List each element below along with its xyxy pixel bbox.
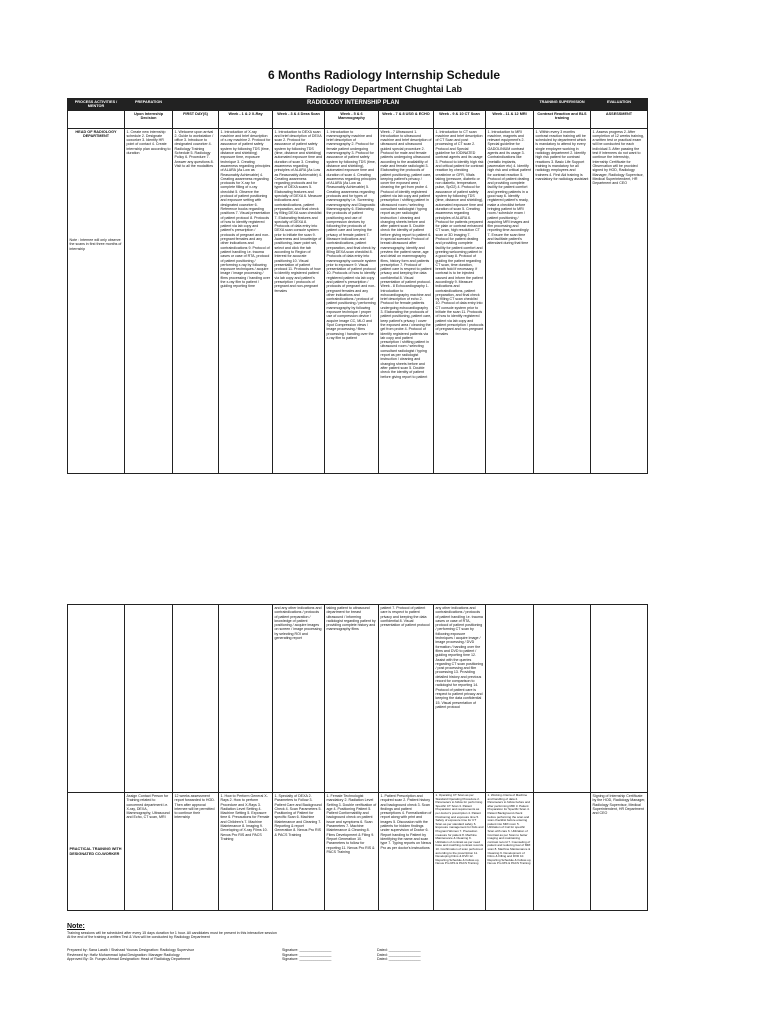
header-training: TRAINING SUPERVISION: [534, 99, 591, 111]
subheader-ct: Week - 9 & 10 CT Scan: [434, 110, 486, 128]
subheader-mri: Week - 11 & 12 MRI: [486, 110, 534, 128]
subheader-contract-bls: Contract Reaction and BLS training: [534, 110, 591, 128]
table-cell: 1. Introduction of X-ray machine and brief description of x-ray machine 2. Protocol for assurance of patient safety system by following TDS (time, distance and shielding) exposure time, exposure technique 3. Creating awareness regarding principles of ALARA (As Low as Reasonably Achievable) 4. Creating awareness regarding protocols for X-ray for complete filling of x-ray checklist 5. Observe the protocol of patient positioning and exposure setting with designated coworker 6. Reference books regarding positions 7. Visual presentation of patient protocol 8. Protocols of how to identify registered patient via lab copy and patient's prescription / protocols of pregnant and non-pregnant females and any other indications and contraindications 9. Protocol of patient handling i.e. trauma cases or case of RTA, protocol of patient positioning / performing x-ray by following exposure techniques / acquire image / image processing / films processing / handing over the x-ray film to patient / guiding reporting time: [219, 128, 273, 473]
header-preparation: PREPARATION: [125, 99, 173, 111]
page-subtitle: Radiology Department Chughtai Lab: [305, 84, 462, 94]
dated-field: Dated: ________________: [377, 957, 421, 961]
table-cell: and any other indications and contraindications / protocols of patient preparation / knowledge of patient positioning / acquire images on screen / image processing by selecting ROI and generating report: [273, 605, 325, 793]
subheader-xray: Week - 1 & 2 X-Ray: [219, 110, 273, 128]
table-cell: 1. Introduction to mammography machine and brief description of mammography 2. Protocol for female patient undergoing mammography 3. Protocol for assurance of patient safety system by following TDS (time, distance and shielding), automated exposure time and duration of scan 4. Creating awareness regarding principles of ALARA (As Low as Reasonably Achievable) 5. Creating awareness regarding protocols and for types of mammography i.e. Screening mammography and Diagnostic Mammography 6. Elaborating the protocols of patient positioning and use of compression devices by following the protocols of patient care and keeping the privacy of female patient 7. Measure indications and contraindications, patient preparation, and final check by filling DEXA scan checklist 8. Protocols of data entry into mammography console system prior to exposure 9. Visual presentation of patient protocol 10. Protocols of how to identify registered patient via lab copy and patient's prescription / protocols of pregnant and non-pregnant females and any other indications and contraindications / protocol of patient positioning / performing mammography by following exposure technique / proper use of compression device / acquire image CC, MLO and Spot Compression views / image processing / films processing / handing over the x-ray film to patient: [325, 128, 379, 473]
table-cell: any other indications and contraindications / protocols of patient handling i.e. trauma cases or case of RTA, protocol of patient positioning / performing CT scan by following exposure techniques / acquire image / image processing / DVD formation / handing over the films and DVD to patient / guiding reporting time 12. Assist with the queries regarding CT scan positioning / post processing and film processing 13. Providing detailed history and previous record for comparison to radiologist for reporting 14. Protocol of patient care is respect to patient privacy and keeping the data confidential 15. Visual presentation of patient protocol: [434, 605, 486, 793]
subheader-usg-echo: Week - 7 & 8 USG & ECHO: [379, 110, 434, 128]
signatory: Reviewed by: Hafiz Muhammad Iqbal Designation: Manager Radiology: [67, 952, 180, 957]
dated-field: Dated: ________________: [377, 952, 421, 957]
table-cell: 12 weeks assessment report forwarded to HOD. Then after approval internee will be permitted to continue their internship: [173, 793, 219, 911]
table-cell: [486, 605, 534, 793]
subheader-first-day: FIRST DAY(S): [173, 110, 219, 128]
signature-block: [67, 948, 707, 962]
schedule-table-top: [67, 98, 648, 474]
row-label: HEAD OF RADIOLOGY DEPARTMENT: [75, 129, 117, 138]
signature-field: Signature: ________________: [282, 952, 332, 957]
notes-heading: Note:: [67, 923, 85, 930]
notes-line: At the end of the training a written Test & Viva will be conducted by Radiology Department: [67, 935, 210, 940]
table-cell: Assign Contact Person for Training related to concerned department i.e. X-ray, DEXA, Mammography, Ultrasound and Echo, CT scan, MRI: [125, 793, 173, 911]
table-cell: 1. Female Technologist mandatory 2. Radiation Level Setting 3. Double verification of age 4. Positioning Patient 5. Patient Conformability and background check on patient issue and symptoms 6. Scan Parameters 7. Machine Maintenance & Cleaning 8. Films Development & Filing 9. Report Generation 10. Parameters to follow for reporting 11. Nexus Pro RIS & PACS Training: [325, 793, 379, 911]
subheader-empty: [68, 110, 125, 128]
table-cell: taking patient to ultrasound department for breast ultrasound / informing radiologist regarding patient by providing complete history and mammography films: [325, 605, 379, 793]
table-cell: 1. Introduction to DEXA scan and brief description of DEXA scan 2. Protocol for assurance of patient safety system by following TDS (time, distance and shielding) automated exposure time and duration of scan 3. Creating awareness regarding principles of ALARA (As Low as Reasonably Achievable) 4. Creating awareness regarding protocols and for types of DEXA scans 5. Elaborating features and specialty of DEXA 6. Measure indications and contraindications, patient preparation, and final check by filling DEXA scan checklist 7. Elaborating features and specialty of DEXA 8. Protocols of data entry into DEXA scan console system prior to initiate the scan 9. Awareness and knowledge of positioning, laser point set, select and click the tab according to Region of Interest for accurate positioning 10. Visual presentation of patient protocol 11. Protocols of how to identify registered patient via lab copy and patient's prescription / protocols of pregnant and non-pregnant females: [273, 128, 325, 473]
dated-field: Dated: ________________: [377, 948, 421, 952]
table-cell: [534, 605, 591, 793]
header-evaluation: EVALUATION: [591, 99, 648, 111]
row-label-practical-training: [68, 793, 125, 911]
subheader-upon-decision: Upon Internship Decision: [125, 110, 173, 128]
table-cell: 1. Specialty of DEXA 2. Parameters to Follow 3. Patient Care and Background Check 4. Scan Parameters 5. Positioning of Patient for specific Scan 6. Machine Maintenance and Cleaning 7. Reporting & report Generation 8. Nexus Pro RIS & PACS Training: [273, 793, 325, 911]
table-cell: Week - 7 Ultrasound 1. Introduction to ultrasound machine and brief description of ultrasound and ultrasound guided special procedure 2. Protocol for male and female patients undergoing ultrasound according to the availability of male and female radiologist 3. Elaborating the protocols of patient positioning, patient care, keeping patient's privacy / cover the exposed area / cleaning the gel from probe 4. Protocol of identify registered patient via lab copy and patient prescription / shifting patient in ultrasound room / selecting consultant radiologist / typing report as per radiologist instruction / cleaning and changing sheets before and after patient scan 5. Double check the identity of patient before giving report to patient 6. In special scenario Protocol of breast ultrasound after mammography, identify and preview the patient name, age and detail on mammography films, history form and patients prescription 7. Protocol of patient care is respect to patient privacy and keeping the data confidential 8. Visual presentation of patient protocol. Week - 8 Echocardiography 1. Introduction to echocardiography machine and brief description of echo 2. Protocol for female patients undergoing echocardiography 3. Elaborating the protocols of patient positioning, patient care, keep patient's privacy / cover the exposed area / cleaning the gel from probe 4. Protocol of identify registered patients via lab copy and patient prescription / shifting patient in ultrasound room / selecting consultant radiologist / typing report as per radiologist instruction / cleaning and changing sheets before and after patient scan 5. Double check the identity of patient before giving report to patient: [379, 128, 434, 473]
row-label: PRACTICAL TRAINING WITH DESIGNATED CO-WORKER: [69, 847, 122, 856]
table-cell: 1. Welcome upon arrival 2. Guide to workstation / office 3. Introduce to designated coworker 4. Radiology Training Schedule 5. Radiology Policy 6. Procedure 7. Answer any questions 8. Visit to all the modalities: [173, 128, 219, 473]
signature-row: [67, 957, 707, 962]
table-cell: [591, 605, 648, 793]
header-process-activities: PROCESS ACTIVITIES / MENTOR: [68, 99, 125, 111]
table-cell: [125, 605, 173, 793]
table-cell: [173, 605, 219, 793]
signatory: Approved By: Dr. Furqan Ahmad Designation: Head of Radiology Department: [67, 957, 191, 961]
schedule-table-bottom: [67, 604, 648, 911]
table-cell: patient 7. Protocol of patient care is respect to patient privacy and keeping the data confidential 8. Visual presentation of patient protocol: [379, 605, 434, 793]
table-cell: 1. Working criteria of Machine and handling of data 2. Parameters to follow before and after performing MRI 3. Patient Preparation for Specific Scan 4. Patient Background check before performing the scan and scan checklist before entering patient into MRI room 5. Utilization of Coil for specific Scan with care 6. Utilization of Contrast as per Scan to better imaging and maintaining contrast record 7. Counseling of patient and reducing fear of MRI scan 8. Machine Maintenance & Cleaning 9. Development of Films & Filling and DVD 10. Reporting Schedule & Follow-up, Nexus Pro RIS & PACS Training: [486, 793, 534, 911]
table-cell: 1. Within every 3 months contrast reaction training will be scheduled by department which is mandatory to attend by every single employee working in radiology department 2. Identify high risk patient for contrast reactions 3. Basic Life Support training is mandatory for all radiology employees and trainees 4. First Aid training is mandatory for radiology assistant: [534, 128, 591, 473]
table-cell: 1. Operating CT Scan as per Standard Operating Procedure 2. Parameters to follow for performing Specific CT Scan 3. Patient Preparation and requirements as per doctor's prescription 4. Patient Positioning and exposure time 5. Safety of exposure time for CT Scan as per standard safety 6. Exposure management for Kids and Pregnant Women 7. Precaution measure for patient 8. Machine Maintenance & Cleaning 9. Utilization of contrast as per need base and matching contrast records 10. Confirmation of scan performed according to the prescription 11. Developing Films & DVD 12. Reporting Schedule & Follow-up, Nexus Pro RIS & PACS Training: [434, 793, 486, 911]
table-cell: 1. Introduction to CT scan machine and brief description of CT Scan and post processing of CT scan 2. Protocol and Special guideline for IODINATED contrast agents and its usage 3. Protocol to identify high risk and critical patient for contrast reaction by checking creatinine or GFR, Vitals taking (pressure, diabetic or non diabetic, temperature, pulse, SpO2) 4. Protocol for assurance of patient safety system by following TDS (time, distance and shielding), automated exposure time and duration of scan 5. Creating awareness regarding principles of ALARA 6. Protocol for patients prepared for plain or contrast enhanced CT scan, high resolution CT scan or 3D imaging 7. Protocol for patient dealing and providing complete facility for patient comfort and greeting welcoming patient in a good way 8. Protocol of guiding the patient regarding CT scan, time duration, breath hold if necessary, if contrast is to be injected caused and inform the patient accordingly 9. Measure indications and contraindications, patient preparation, and final check by filling CT scan checklist 10. Protocol of data entry into CT console system prior to initiate the scan 11. Protocols of how to identify registered patient via lab copy and patient prescription / protocols of pregnant and non-pregnant females: [434, 128, 486, 473]
notes-section: [67, 923, 707, 940]
signature-field: Signature: ________________: [282, 957, 332, 961]
table-cell: [219, 605, 273, 793]
table-cell: 1. How to Perform General X-Rays 2. How to perform Procedure and X-Rays 3. Radiation Level Setting 4. Machine Setting 5. Exposure time 6. Precautions for Female and Children's 7. Machine Maintenance 8. Imaging 9. Developing of X-ray Films 10. Nexus Pro RIS and PACS Training: [219, 793, 273, 911]
notes-line: Training sessions will be scheduled after every 15 days duration for 1 hour. All candidates must be present in this interactive session: [67, 931, 277, 935]
signature-field: Signature: ________________: [282, 948, 332, 952]
table-cell: [68, 605, 125, 793]
table-cell: 1. Assess progress 2. After completion of 12 weeks training, a written test or practical exam will be conducted for each individual 3. After passing the test if internees do not want to continue the internship, Internship Certificate for Observation will be provided signed by HOD, Radiology Manager, Radiology Supervisor, Medical Superintendent, HR Department and CEO: [591, 128, 648, 473]
table-cell: 1. Create new internship schedule 2. Designate coworker 3. Identify HR point of contact 4. Create internship plan according to duration: [125, 128, 173, 473]
subheader-mammography: Week - 5 & 6 Mammography: [325, 110, 379, 128]
table-cell: Signing of Internship Certificate by the HOD, Radiology Manager, Radiology Supervisor, Medical Superintendent, HR Department and CEO: [591, 793, 648, 911]
signatory: Prepared by: Sana Laraib / Shahzad Younas Designation: Radiology Supervisor: [67, 948, 195, 952]
subheader-assessment: ASSESSMENT: [591, 110, 648, 128]
table-cell: 1. Patient Prescription and required scan 2. Patient history and background check 3. Scan findings and patient prescriptions 4. Formalization of report along with print and images 5. Discussion with the patients for hidden findings under supervision of Doctor 6. Report handing to Patient by identifying the name and scan type 7. Typing reports on Nexus Pro as per doctor's instructions: [379, 793, 434, 911]
table-cell: 1. Introduction to MRI machine, magnets and relevant equipment's 2. Special guideline for GADOLINIUM contrast agents and its usage 3. Contraindications like (metallic implants, pacemaker etc) 4. Identify high risk and critical patient for contrast reaction 5. Protocol of patient dealing and providing complete facility for patient comfort and greeting patients in a good way 6. Identify registered patient's ready, make a checklist before bringing patient to MRI room / schedule exam / patient positioning / acquiring MRI images and film processing and reporting time accordingly 7. Ensure the scan time and facilitate patient's attendant during that time: [486, 128, 534, 473]
page-title: 6 Months Radiology Internship Schedule: [267, 68, 501, 82]
row-label-head-of-radiology: [68, 128, 125, 473]
subheader-dexa: Week - 3 & 4 Dexa Scan: [273, 110, 325, 128]
note-text: Note : Internee will only observe the scans in first three months of internship: [69, 238, 122, 251]
header-plan: RADIOLOGY INTERNSHIP PLAN: [173, 99, 534, 111]
table-cell: [534, 793, 591, 911]
